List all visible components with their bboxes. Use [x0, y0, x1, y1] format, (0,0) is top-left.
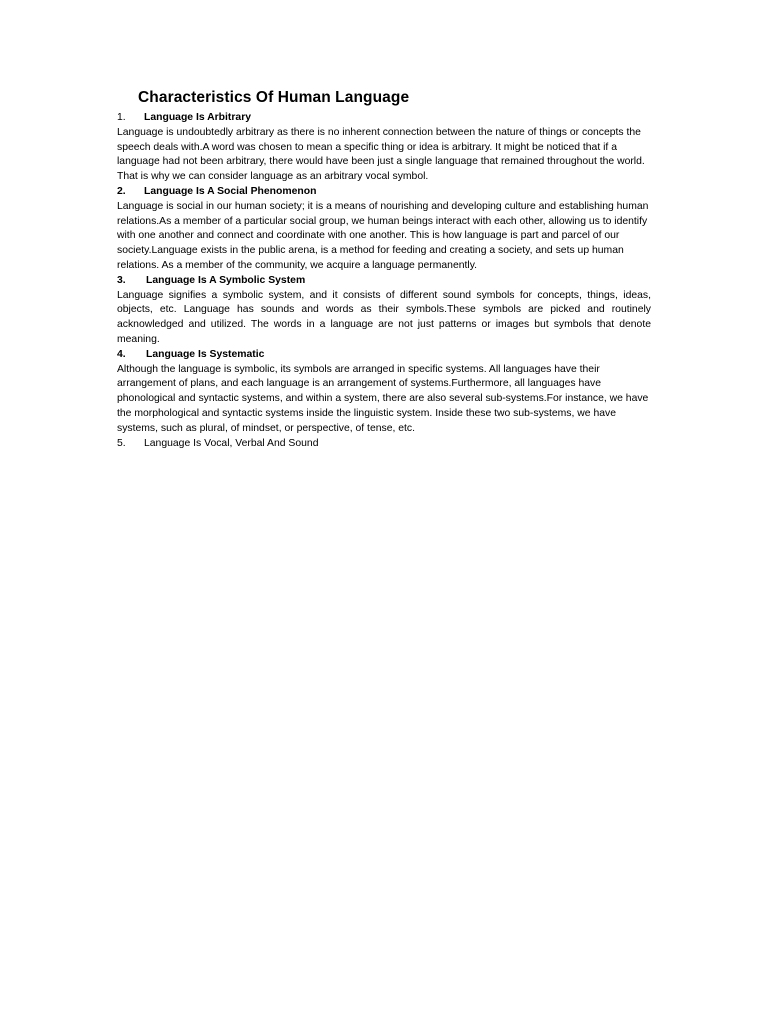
section-title: Language Is A Symbolic System — [146, 274, 306, 286]
section-heading — [117, 111, 651, 126]
section-vocal-verbal-sound — [117, 437, 651, 452]
section-heading — [117, 185, 651, 200]
page-title: Characteristics Of Human Language — [138, 89, 410, 106]
section-heading — [117, 348, 651, 363]
section-title: Language Is Vocal, Verbal And Sound — [144, 437, 319, 449]
section-arbitrary — [117, 111, 651, 185]
section-title: Language Is Systematic — [146, 348, 265, 360]
section-number: 1. — [117, 112, 126, 123]
section-social-phenomenon — [117, 185, 651, 274]
section-number: 4. — [117, 348, 126, 360]
section-symbolic-system — [117, 274, 651, 348]
section-body: Language signifies a symbolic system, and it consists of different sound symbols for concepts, things, ideas, objects, etc. Language has sounds and words as their symbols.These symbols are picked and routinely acknowledged and utilized. The words in a language are not just patterns or images but symbols that denote meaning. — [117, 289, 651, 345]
section-body: Language is social in our human society; it is a means of nourishing and developing culture and establishing human relations.As a member of a particular social group, we human beings interact with each other, allowing us to identify with one another and connect and coordinate with one another. This is how language is part and parcel of our society.Language exists in the public arena, is a method for feeding and creating a society, and sets up human relations. As a member of the community, we acquire a language permanently. — [117, 200, 649, 271]
section-number: 5. — [117, 437, 126, 449]
section-number: 2. — [117, 185, 126, 197]
section-body: Although the language is symbolic, its symbols are arranged in specific systems. All languages have their arrangement of plans, and each language is an arrangement of systems.Furthermore, all languages have phonological and syntactic systems, and within a system, there are also several sub-systems.For instance, we have the morphological and syntactic systems inside the linguistic system. Inside these two sub-systems, we have systems, such as plural, of mindset, or perspective, of tense, etc. — [117, 363, 649, 434]
section-title: Language Is A Social Phenomenon — [144, 185, 317, 197]
section-heading — [117, 274, 651, 289]
section-number: 3. — [117, 274, 126, 286]
section-systematic — [117, 348, 651, 437]
document-page — [117, 88, 651, 451]
section-title: Language Is Arbitrary — [144, 112, 252, 123]
section-body: Language is undoubtedly arbitrary as there is no inherent connection between the nature of things or concepts the speech deals with.A word was chosen to mean a specific thing or idea is arbitrary. It might be noticed that if a language had not been arbitrary, there would have been just a single language that remained throughout the world. That is why we can consider language as an arbitrary vocal symbol. — [117, 126, 645, 183]
section-heading — [117, 437, 651, 452]
